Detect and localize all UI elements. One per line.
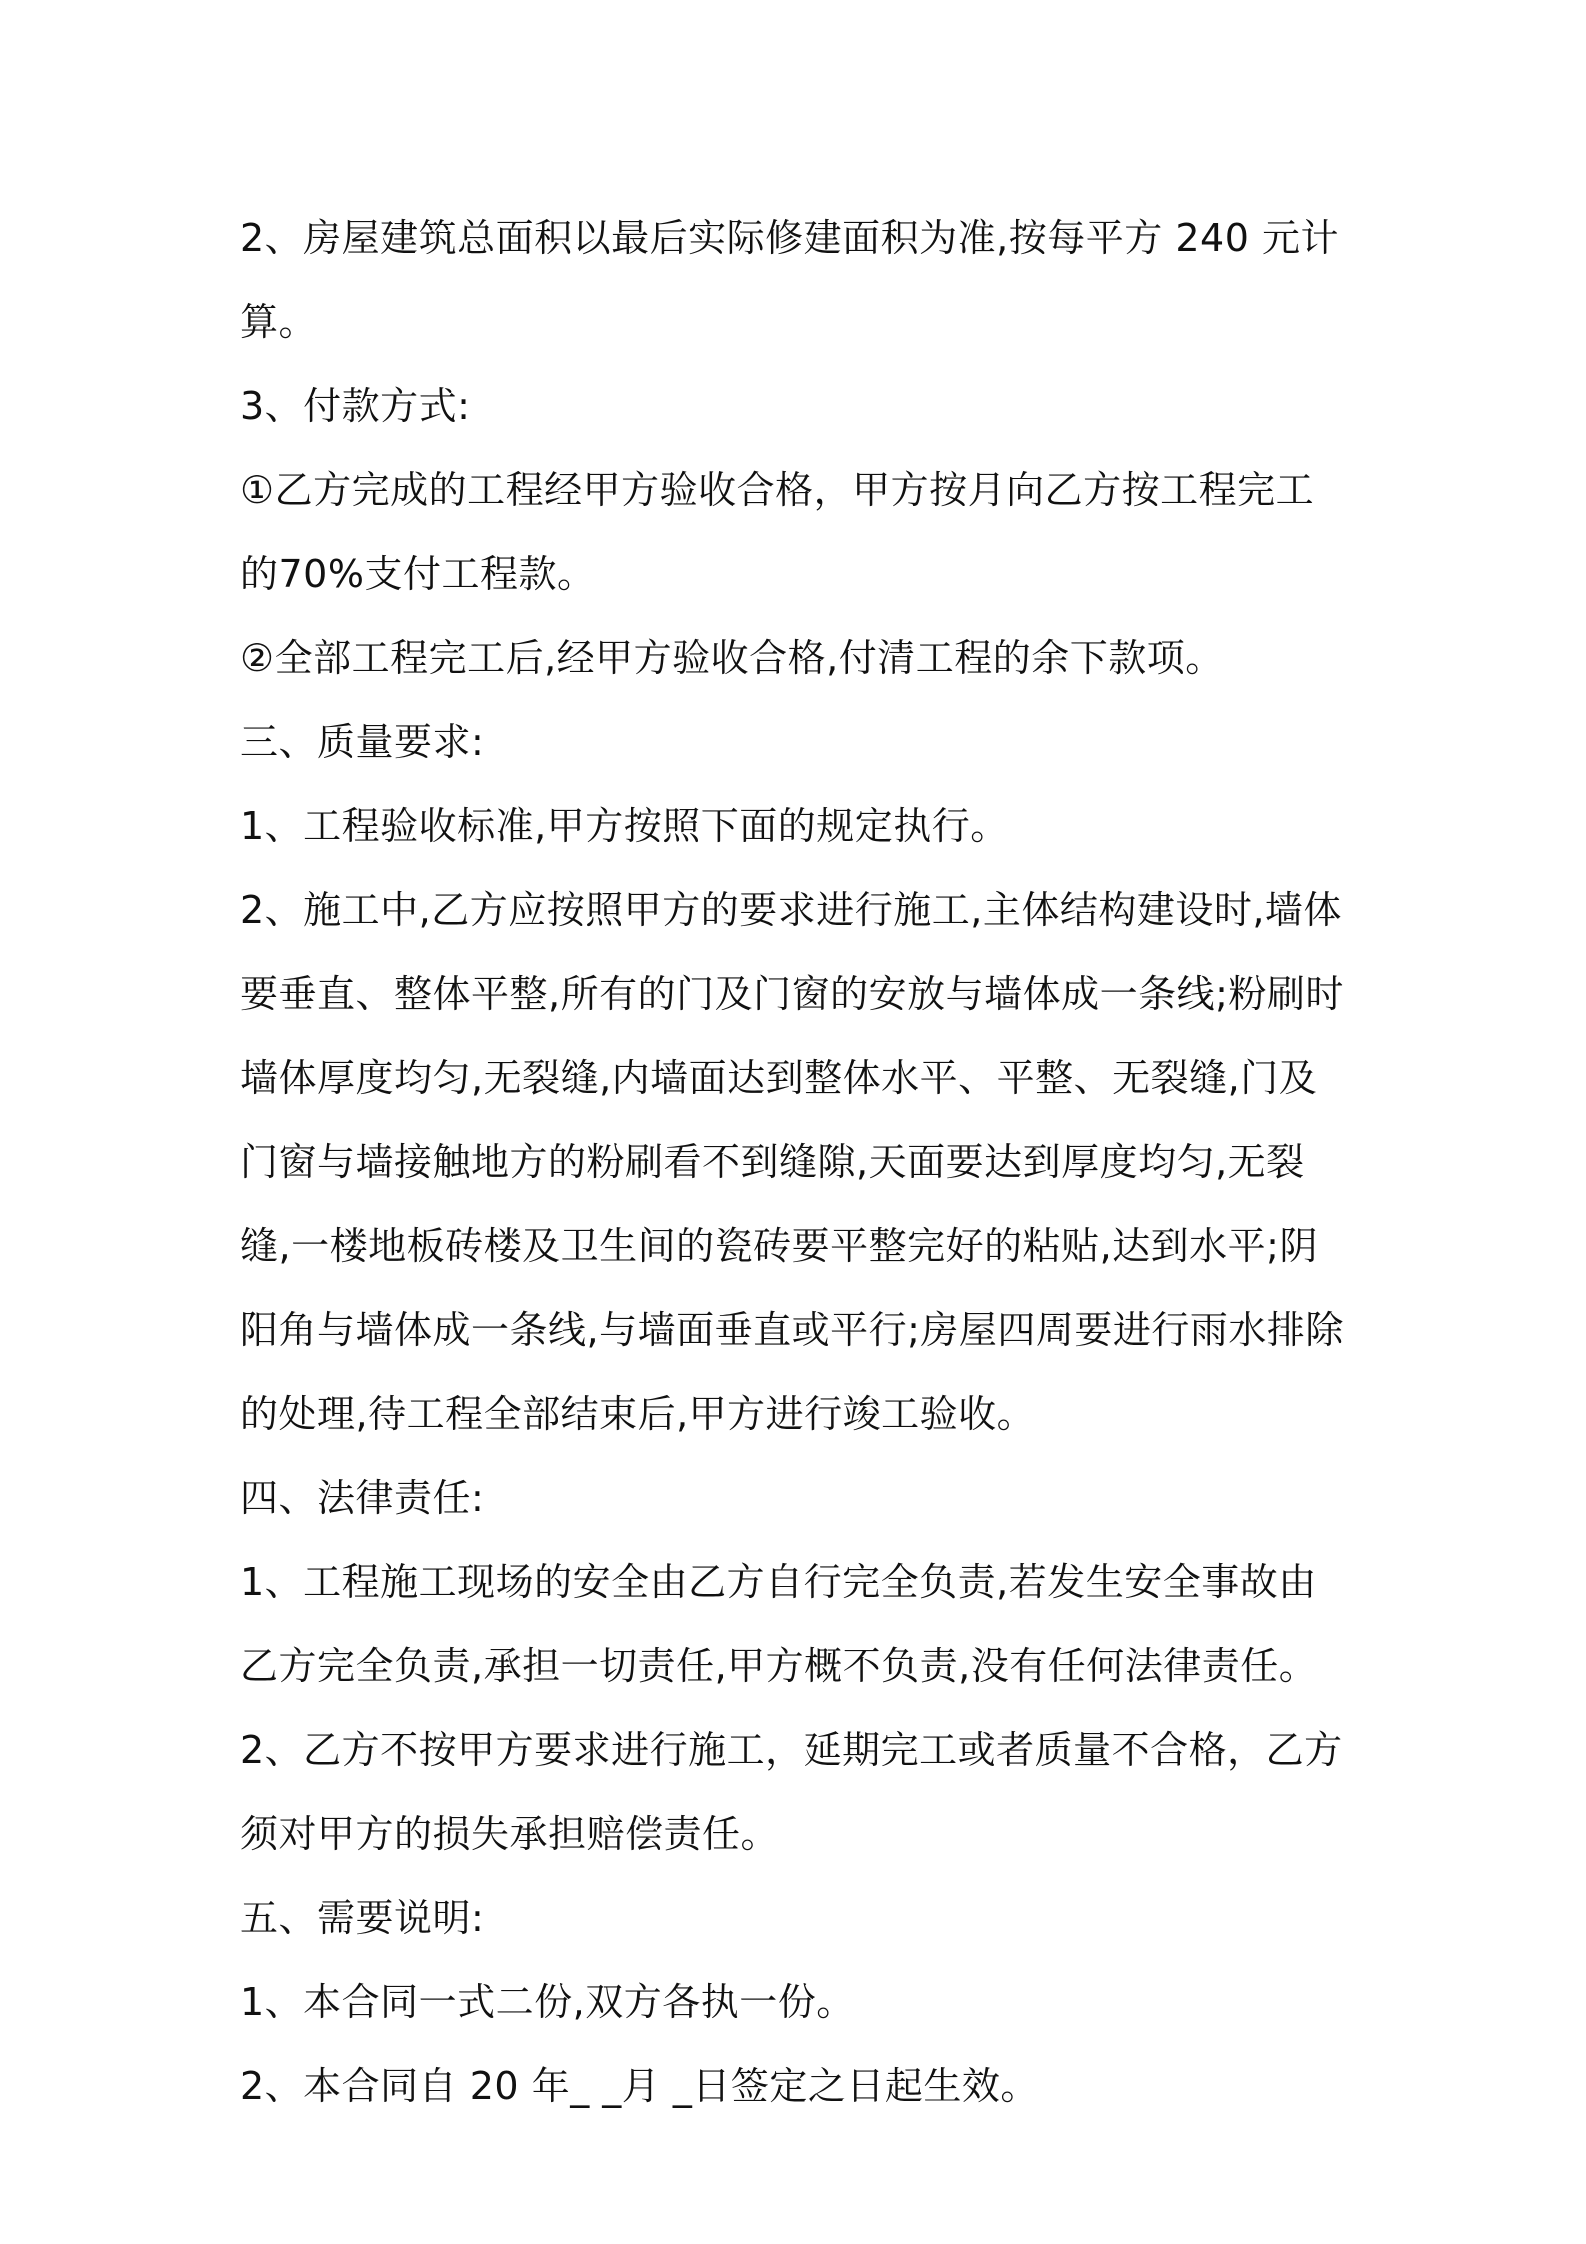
paragraph-effective-date: 2、本合同自 20 年_ _月 _日签定之日起生效。 bbox=[240, 2064, 1039, 2108]
section-heading-notes: 五、需要说明: bbox=[240, 1896, 485, 1940]
paragraph-area-pricing: 2、房屋建筑总面积以最后实际修建面积为准,按每平方 240 元计算。 bbox=[240, 216, 1339, 344]
document-body bbox=[240, 196, 1350, 2128]
paragraph-payment-final: ②全部工程完工后,经甲方验收合格,付清工程的余下款项。 bbox=[240, 636, 1224, 680]
paragraph-safety-liability: 1、工程施工现场的安全由乙方自行完全负责,若发生安全事故由乙方完全负责,承担一切责任,甲方概不负责,没有任何法律责任。 bbox=[240, 1560, 1318, 1688]
paragraph-copies: 1、本合同一式二份,双方各执一份。 bbox=[240, 1980, 855, 2024]
section-heading-legal: 四、法律责任: bbox=[240, 1476, 485, 1520]
paragraph-payment-heading: 3、付款方式: bbox=[240, 384, 471, 428]
section-heading-quality: 三、质量要求: bbox=[240, 720, 485, 764]
paragraph-compensation: 2、乙方不按甲方要求进行施工，延期完工或者质量不合格，乙方须对甲方的损失承担赔偿责任。 bbox=[240, 1728, 1343, 1856]
paragraph-payment-monthly: ①乙方完成的工程经甲方验收合格，甲方按月向乙方按工程完工的70%支付工程款。 bbox=[240, 468, 1315, 596]
paragraph-construction-requirements: 2、施工中,乙方应按照甲方的要求进行施工,主体结构建设时,墙体要垂直、整体平整,所有的门及门窗的安放与墙体成一条线;粉刷时墙体厚度均匀,无裂缝,内墙面达到整体水平、平整、无裂缝,门及门窗与墙接触地方的粉刷看不到缝隙,天面要达到厚度均匀,无裂缝,一楼地板砖楼及卫生间的瓷砖要平整完好的粘贴,达到水平;阴阳角与墙体成一条线,与墙面垂直或平行;房屋四周要进行雨水排除的处理,待工程全部结束后,甲方进行竣工验收。 bbox=[240, 888, 1344, 1436]
paragraph-acceptance-standard: 1、工程验收标准,甲方按照下面的规定执行。 bbox=[240, 804, 1009, 848]
